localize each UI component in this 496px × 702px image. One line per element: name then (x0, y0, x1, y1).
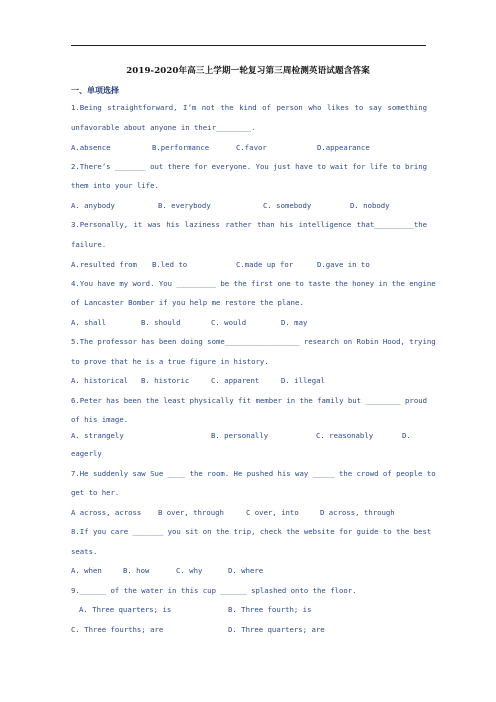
question-4-line-2: of Lancaster Bomber if you help me restore the plane. (71, 298, 304, 307)
question-7-line-1: 7.He suddenly saw Sue ____ the room. He pushed his way _____ the crowd of people to (71, 469, 436, 478)
question-9-option-a: A. Three quarters; is (79, 605, 172, 614)
question-6-option-d: D. (402, 431, 411, 440)
question-1-line-1: 1.Being straightforward, I’m not the kind of person who likes to say something (71, 103, 427, 112)
question-2-option-c: C. somebody (263, 201, 312, 210)
question-6-option-d-text: eagerly (71, 449, 102, 458)
question-4-option-b: B. should (141, 318, 181, 327)
question-4-option-a: A. shall (71, 318, 107, 327)
question-6-line-2: of his image. (71, 415, 129, 424)
question-8-option-a: A. when (71, 566, 102, 575)
question-2-option-b: B. everybody (158, 201, 211, 210)
question-7-option-d: D across, through (320, 508, 395, 517)
question-1-option-c: C.favor (236, 143, 267, 152)
question-6-line-1: 6.Peter has been the least physically fit member in the family but ________ proud (71, 396, 427, 405)
question-5-line-1: 5.The professor has been doing some_________________ research on Robin Hood, trying (71, 337, 436, 346)
question-4-option-d: D. may (281, 318, 308, 327)
question-4-option-c: C. would (211, 318, 247, 327)
question-9-option-d: D. Three quarters; are (228, 625, 325, 634)
question-9-option-c: C. Three fourths; are (71, 625, 164, 634)
question-1-option-d: D.appearance (317, 143, 370, 152)
question-8-line-1: 8.If you care _______ you sit on the trip, check the website for guide to the best (71, 527, 432, 536)
question-8-line-2: seats. (71, 547, 98, 556)
question-3-option-d: D.gave in to (317, 260, 370, 269)
question-5-option-a: A. historical (71, 376, 129, 385)
question-1-line-2: unfavorable about anyone in their________. (71, 123, 256, 132)
question-7-line-2: get to her. (71, 488, 120, 497)
question-6-option-a: A. strangely (71, 431, 124, 440)
question-3-option-c: C.made up for (236, 260, 294, 269)
question-3-option-b: B.led to (152, 260, 188, 269)
question-1-option-a: A.absence (71, 143, 111, 152)
question-7-option-a: A across, across (71, 508, 142, 517)
section-heading: 一、单项选择 (71, 85, 119, 95)
question-2-option-d: D. nobody (350, 201, 390, 210)
page-title: 2019-2020年高三上学期一轮复习第三周检测英语试题含答案 (126, 66, 370, 76)
question-6-option-c: C. reasonably (316, 431, 374, 440)
question-4-line-1: 4.You have my word. You _________ be the first one to taste the honey in the engine (71, 279, 436, 288)
question-3-line-1: 3.Personally, it was his laziness rather than his intelligence that_________the (71, 220, 427, 229)
question-9-line-1: 9.______ of the water in this cup ______ splashed onto the floor. (71, 586, 357, 595)
header-rule (71, 45, 426, 46)
question-5-line-2: to prove that he is a true figure in history. (71, 357, 269, 366)
question-5-option-b: B. historic (141, 376, 190, 385)
question-8-option-c: C. why (176, 566, 203, 575)
question-9-option-b: B. Three fourth; is (228, 605, 312, 614)
question-5-option-d: D. illegal (281, 376, 325, 385)
question-2-option-a: A. anybody (71, 201, 115, 210)
question-5-option-c: C. apparent (211, 376, 260, 385)
question-8-option-b: B. how (123, 566, 150, 575)
question-1-option-b: B.performance (152, 143, 210, 152)
question-3-line-2: failure. (71, 240, 107, 249)
question-7-option-b: B over, through (158, 508, 224, 517)
question-8-option-d: D. where (228, 566, 264, 575)
question-2-line-1: 2.There’s _______ out there for everyone. You just have to wait for life to bring (71, 162, 427, 171)
question-7-option-c: C over, into (246, 508, 299, 517)
question-6-option-b: B. personally (211, 431, 269, 440)
question-2-line-2: them into your life. (71, 181, 159, 190)
question-3-option-a: A.resulted from (71, 260, 137, 269)
